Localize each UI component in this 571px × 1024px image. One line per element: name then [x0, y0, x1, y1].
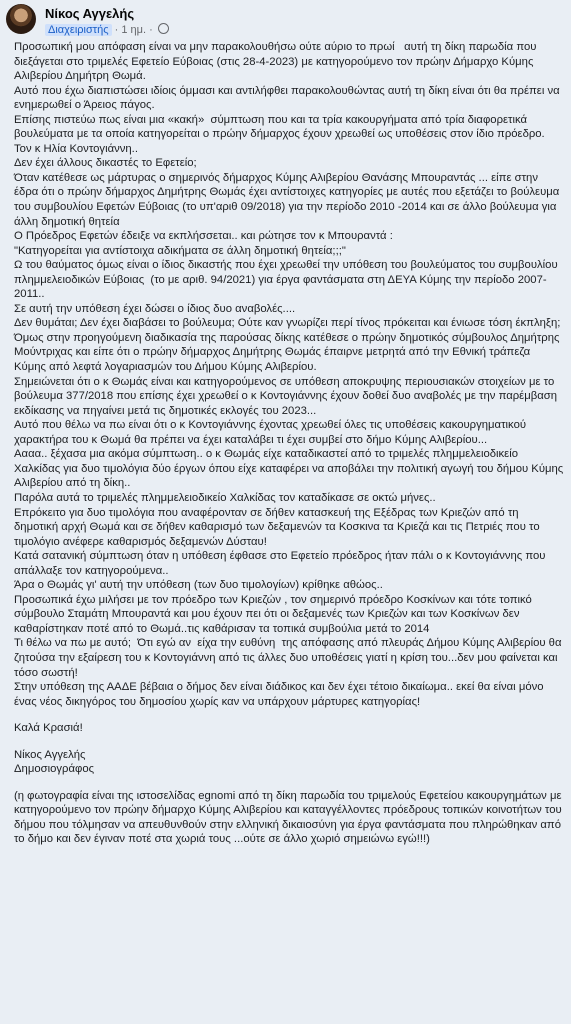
globe-icon	[158, 23, 169, 34]
signature-name: Νίκος Αγγελής	[14, 748, 86, 761]
post-paragraph: Αυτό που έχω διαπιστώσει ιδίοις όμμασι και αντιλήφθει παρακολουθώντας αυτή τη δίκη είναι ότι θα πρέπει να ενημερωθεί ο Άρειος πάγος.	[14, 84, 563, 112]
admin-badge[interactable]: Διαχειριστής	[45, 24, 112, 36]
post-paragraph: Προσωπική μου απόφαση είναι να μην παρακολουθήσω ούτε αύριο το πρωί αυτή τη δίκη παρωδία που διεξάγεται στο τριμελές Εφετείο Εύβοιας (στις 28-4-2023) με κατηγορούμενο τον πρώην Δήμαρχο Κύμης Αλιβερίου Δημήτρη Θωμά.	[14, 41, 540, 83]
post-paragraph: Ο Πρόεδρος Εφετών έδειξε να εκπλήσσεται.. και ρώτησε τον κ Μπουραντά :	[14, 230, 393, 243]
post-paragraph: Στην υπόθεση της ΑΑΔΕ βέβαια ο δήμος δεν είναι διάδικος και δεν έχει τέτοιο δικαίωμα.. εκεί θα είναι μόνο ένας νέος δικηγόρος του δημοσίου χωρίς καν να υπάρχουν μάρτυρες κατηγορίας!	[14, 681, 547, 708]
author-avatar[interactable]	[6, 4, 36, 34]
separator-dot: ·	[149, 24, 153, 36]
post-paragraph: Παρόλα αυτά το τριμελές πλημμελειοδικείο Χαλκίδας τον καταδίκασε σε οκτώ μήνες..	[14, 491, 436, 504]
post-paragraph: Όμως στην προηγούμενη διαδικασία της παρούσας δίκης κατέθεσε ο πρώην δημοτικός σύμβουλος Δημήτρης Μούντριχας και είπε ότι ο πρώην δήμαρχος Δημήτρης Θωμάς έπαιρνε μετρητά από την Εθνική τράπεζα Κύμης από λεφτά λογαριασμών του Δήμου Κύμης Αλιβερίου.	[14, 331, 563, 374]
closing-line: Καλά Κρασιά!	[14, 722, 83, 735]
post-paragraph: Όταν κατέθεσε ως μάρτυρας ο σημερινός δήμαρχος Κύμης Αλιβερίου Θανάσης Μπουραντάς ... είπε στην έδρα ότι ο πρώην δήμαρχος Δημήτρης Θωμάς έχει αντίστοιχες κατηγορίες με αυτές που εξετάζει το βούλευμα του συμβουλίου Εφετών Εύβοιας (το υπ'αριθ 09/2018) για την περίοδο 2010 -2014 και σε άλλο βούλευμα για άλλη δημοτική θητεία	[14, 171, 563, 228]
post-paragraph: Δεν έχει άλλους δικαστές το Εφετείο;	[14, 157, 197, 170]
post-paragraph: Ω του θαύματος όμως είναι ο ίδιος δικαστής που έχει χρεωθεί την υπόθεση του βουλεύματος του συμβουλίου πλημμελειοδικών Εύβοιας (το με αριθ. 94/2021) για έργα φαντάσματα στη ΔΕΥΑ Κύμης την περίοδο 2007-2011..	[14, 259, 561, 301]
post-paragraph: Αααα.. ξέχασα μια ακόμα σύμπτωση.. ο κ Θωμάς είχε καταδικαστεί από το τριμελές πλημμελειοδικείο Χαλκίδας για δυο τιμολόγια δύο έργων όπου είχε καταφέρει να αποβάλει την πολιτική αγωγή του δήμου Κύμης Αλιβερίου από τη δίκη..	[14, 448, 566, 490]
signature-title: Δημοσιογράφος	[14, 763, 95, 776]
post-meta	[45, 23, 169, 36]
post-body	[14, 40, 564, 847]
post-paragraph: Τι θέλω να πω με αυτό; Ότι εγώ αν είχα την ευθύνη της απόφασης από πλευράς Δήμου Κύμης Αλιβερίου θα ζητούσα την εξαίρεση του κ Κοντογιάννη από τις άλλες δυο υποθέσεις γιατί η κρίση του...δεν μου φαίνεται και τόσο σωστή!	[14, 637, 565, 679]
photo-footnote: (η φωτογραφία είναι της ιστοσελίδας egnomi από τη δίκη παρωδία του τριμελούς Εφετείου κακουργημάτων με κατηγορούμενο τον πρώην δήμαρχο Κύμης Αλιβερίου και καταγγέλλοντες πρόεδρους τοπικών κοινοτήτων του δήμου που τόλμησαν να απευθυνθούν στην ελληνική δικαιοσύνη για έργα φαντάσματα που πληρώθηκαν από το δήμο και δεν έγιναν ποτέ στα χωριά τους ...ούτε σε άλλο χωριό σημειώνω εγώ!!!)	[14, 789, 565, 846]
post-paragraph: Επίσης πιστεύω πως είναι μια «κακή» σύμπτωση που και τα τρία κακουργήματα από τρία διαφορετικά βουλεύματα με τα οποία κατηγορείται ο πρώην δήμαρχος έχουν χρεωθεί ως υποθέσεις στον ίδιο πρόεδρο. Τον κ Ηλία Κοντογιάννη..	[14, 113, 548, 155]
post-paragraph: Προσωπικά έχω μιλήσει με τον πρόεδρο των Κριεζών , τον σημερινό πρόεδρο Κοσκίνων και τότε τοπικό σύμβουλο Σταμάτη Μπουραντά και μου έχουν πει ότι οι δεξαμενές των Κριεζών και των Κοσκίνων δεν καθαρίστηκαν ποτέ από το Θωμά..τις καθάρισαν τα τοπικά συμβούλια μετά το 2014	[14, 593, 535, 635]
post-paragraph: Σημειώνεται ότι ο κ Θωμάς είναι και κατηγορούμενος σε υπόθεση αποκρυψης περιουσιακών στοιχείων με το βούλευμα 377/2018 που επίσης έχει χρεωθεί ο κ Κοντογιάννης έχουν δοθεί δυο αναβολές με την παρέμβαση εκδίκασης να πηγαίνει μετά τις δημοτικές εκλογές του 2023...	[14, 375, 561, 417]
post-paragraph: Σε αυτή την υπόθεση έχει δώσει ο ίδιος δυο αναβολές....	[14, 302, 296, 315]
post-time[interactable]: 1 ημ.	[121, 24, 147, 36]
post-paragraph: "Κατηγορείται για αντίστοιχα αδικήματα σε άλλη δημοτική θητεία;;;"	[14, 244, 346, 257]
post-separator: ·	[114, 24, 119, 36]
post-paragraph: Δεν θυμάται; Δεν έχει διαβάσει το βούλευμα; Ούτε καν γνωρίζει περί τίνος πρόκειται και ένιωσε τόση έκπληξη;	[14, 317, 561, 330]
post-paragraph: Κατά σατανική σύμπτωση όταν η υπόθεση έφθασε στο Εφετείο πρόεδρος ήταν πάλι ο κ Κοντογιάννης που απάλλαξε τον κατηγορούμενα..	[14, 550, 549, 577]
post-header	[6, 4, 566, 40]
post-paragraph: Αυτό που θέλω να πω είναι ότι ο κ Κοντογιάννης έχοντας χρεωθεί όλες τις υποθέσεις κακουργηματικού χαρακτήρα του κ Θωμά θα πρέπει να έχει καταλάβει τι έχει συμβεί στο δήμο Κύμης Αλιβερίου...	[14, 419, 530, 446]
post-paragraph: Επρόκειτο για δυο τιμολόγια που αναφέρονταν σε δήθεν κατασκευή της Εξέδρας των Κριεζών από τη δημοτική αρχή Θωμά και σε δήθεν καθαρισμό των δεξαμενών τα Κοσκινα τα Κριεζά και τις Πετριές που το τιμολόγιο ανέφερε καθαρισμός δεξαμενών Δύσταυ!	[14, 506, 543, 548]
post-paragraph: Άρα ο Θωμάς γι' αυτή την υπόθεση (των δυο τιμολογίων) κρίθηκε αθώος..	[14, 579, 383, 592]
author-name[interactable]: Νίκος Αγγελής	[45, 6, 135, 21]
